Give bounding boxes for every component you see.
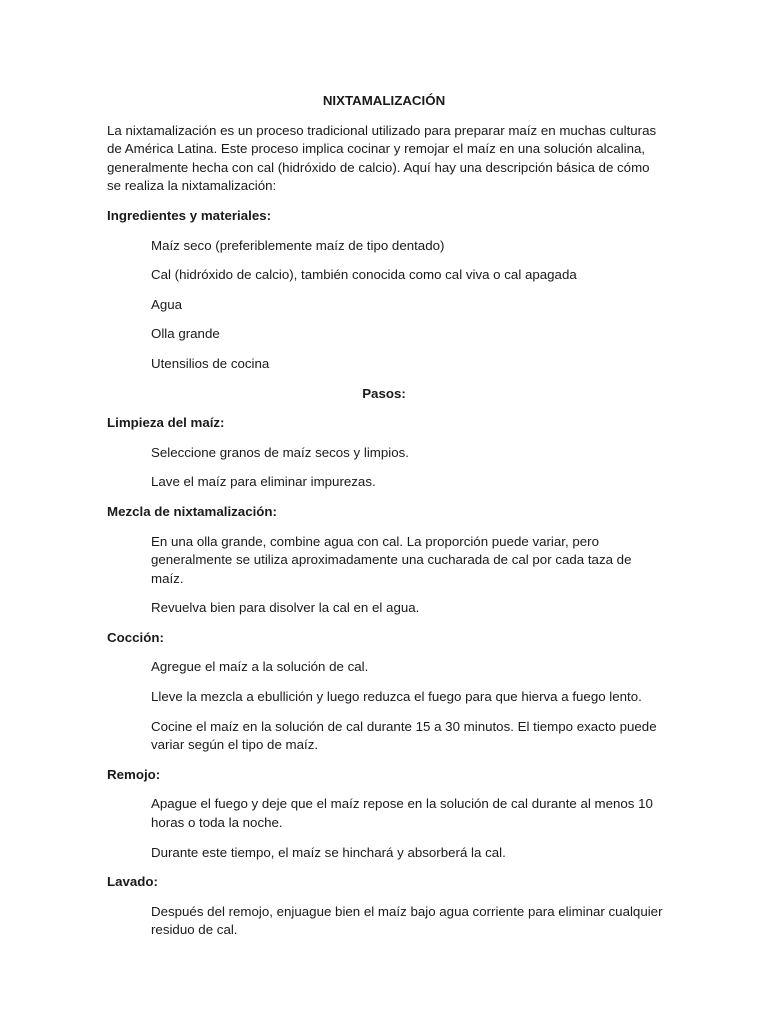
- step-item: Durante este tiempo, el maíz se hinchará y absorberá la cal.: [151, 844, 506, 860]
- step-item: Cocine el maíz en la solución de cal durante 15 a 30 minutos. El tiempo exacto puede variar según el tipo de maíz.: [151, 718, 657, 753]
- step-item: Apague el fuego y deje que el maíz repose en la solución de cal durante al menos 10 horas o toda la noche.: [151, 796, 653, 831]
- section-heading-limpieza: Limpieza del maíz:: [107, 415, 225, 431]
- ingredient-item: Maíz seco (preferiblemente maíz de tipo dentado): [151, 237, 445, 253]
- ingredient-item: Utensilios de cocina: [151, 355, 270, 371]
- section-heading-coccion: Cocción:: [107, 629, 164, 645]
- intro-paragraph: La nixtamalización es un proceso tradicional utilizado para preparar maíz en muchas culturas de América Latina. Este proceso implica cocinar y remojar el maíz en una solución alcalina, generalmente hecha con cal (hidróxido de calcio). Aquí hay una descripción básica de cómo se realiza la nixtamalización:: [107, 122, 657, 194]
- step-item: Lleve la mezcla a ebullición y luego reduzca el fuego para que hierva a fuego lento.: [151, 689, 642, 705]
- section-heading-remojo: Remojo:: [107, 766, 161, 782]
- steps-heading: Pasos:: [362, 385, 406, 401]
- ingredient-item: Olla grande: [151, 326, 220, 342]
- step-item: Agregue el maíz a la solución de cal.: [151, 659, 369, 675]
- step-item: Revuelva bien para disolver la cal en el agua.: [151, 600, 420, 616]
- ingredient-item: Agua: [151, 296, 183, 312]
- document-body: [107, 92, 667, 951]
- step-item: En una olla grande, combine agua con cal. La proporción puede variar, pero generalmente se utiliza aproximadamente una cucharada de cal por cada taza de maíz.: [151, 533, 632, 586]
- section-heading-lavado: Lavado:: [107, 874, 158, 890]
- document-title: NIXTAMALIZACIÓN: [322, 93, 446, 108]
- ingredients-heading: Ingredientes y materiales:: [107, 207, 272, 223]
- section-heading-mezcla: Mezcla de nixtamalización:: [107, 503, 277, 519]
- step-item: Lave el maíz para eliminar impurezas.: [151, 474, 376, 490]
- step-item: Después del remojo, enjuague bien el maíz bajo agua corriente para eliminar cualquier residuo de cal.: [151, 903, 663, 938]
- step-item: Seleccione granos de maíz secos y limpios.: [151, 444, 409, 460]
- ingredient-item: Cal (hidróxido de calcio), también conocida como cal viva o cal apagada: [151, 267, 577, 283]
